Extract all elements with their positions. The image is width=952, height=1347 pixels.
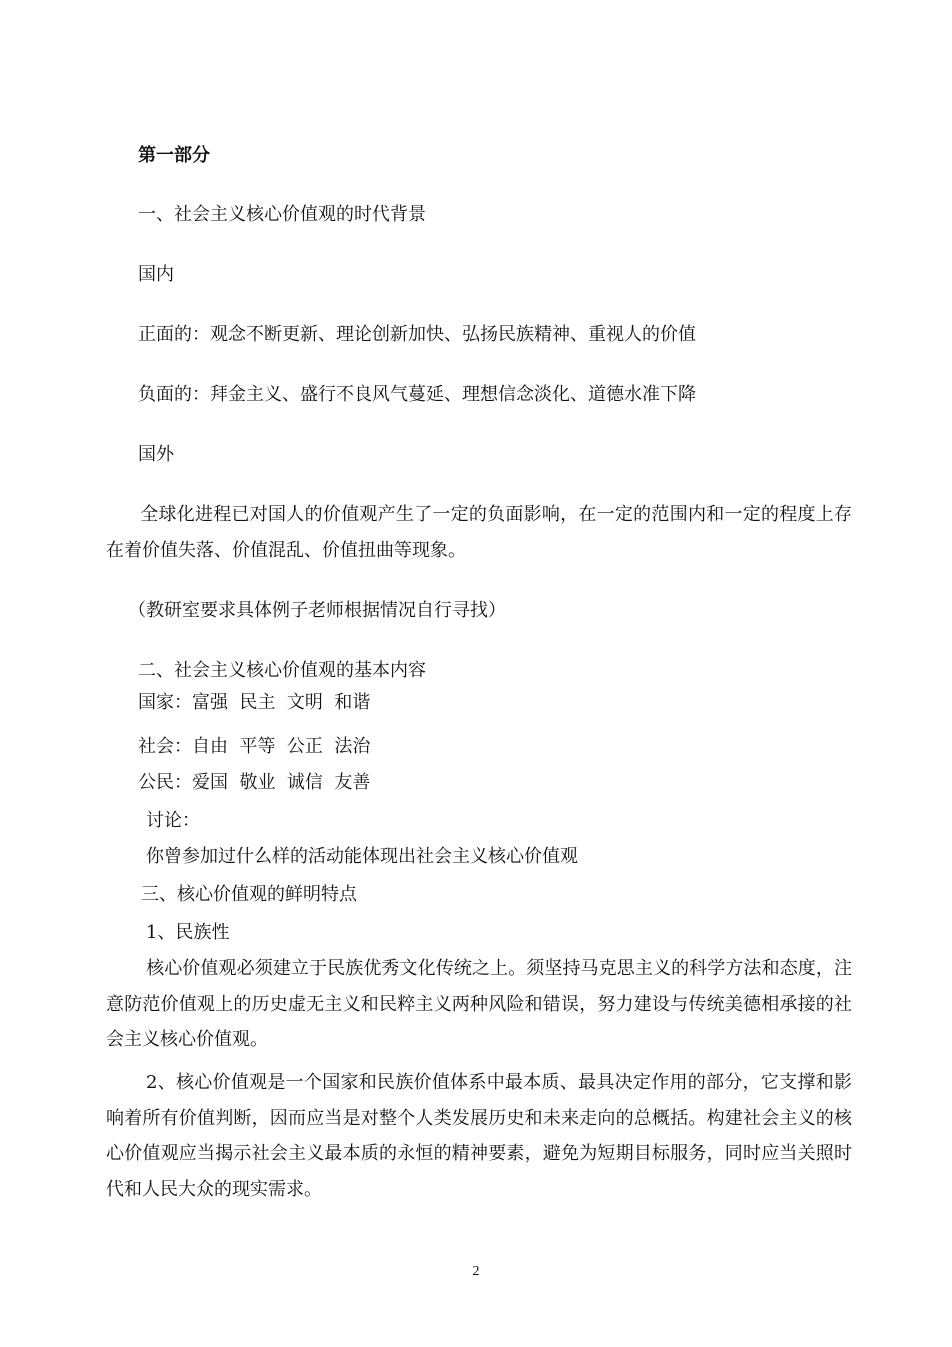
section1-title: 一、社会主义核心价值观的时代背景 [138, 204, 426, 225]
domestic-label: 国内 [138, 264, 174, 285]
foreign-paragraph-text: 全球化进程已对国人的价值观产生了一定的负面影响，在一定的范围内和一定的程度上存在着价值失落、价值混乱、价值扭曲等现象。 [106, 504, 852, 561]
section2-title: 二、社会主义核心价值观的基本内容 [138, 660, 426, 681]
point1-paragraph-text: 核心价值观必须建立于民族优秀文化传统之上。须坚持马克思主义的科学方法和态度，注意防范价值观上的历史虚无主义和民粹主义两种风险和错误，努力建设与传统美德相承接的社会主义核心价值观。 [106, 958, 852, 1050]
discussion-label: 讨论： [146, 810, 200, 831]
positive-aspects: 正面的：观念不断更新、理论创新加快、弘扬民族精神、重视人的价值 [138, 324, 696, 345]
point2-paragraph-text: 2、核心价值观是一个国家和民族价值体系中最本质、最具决定作用的部分，它支撑和影响着所有价值判断，因而应当是对整个人类发展历史和未来走向的总概括。构建社会主义的核心价值观应当揭示社会主义最本质的永恒的精神要素，避免为短期目标服务，同时应当关照时代和人民大众的现实需求。 [106, 1072, 852, 1200]
section-heading: 第一部分 [138, 145, 210, 166]
values-citizen: 公民：爱国 敬业 诚信 友善 [138, 772, 371, 793]
discussion-question: 你曾参加过什么样的活动能体现出社会主义核心价值观 [146, 846, 578, 867]
foreign-paragraph [106, 497, 852, 568]
point1-paragraph [106, 951, 852, 1058]
negative-aspects: 负面的：拜金主义、盛行不良风气蔓延、理想信念淡化、道德水准下降 [138, 384, 696, 405]
section3-title: 三、核心价值观的鲜明特点 [141, 884, 357, 905]
foreign-label: 国外 [138, 444, 174, 465]
research-note: （教研室要求具体例子老师根据情况自行寻找） [128, 600, 506, 621]
values-society: 社会：自由 平等 公正 法治 [138, 736, 371, 757]
point1-title: 1、民族性 [146, 922, 230, 943]
page-number: 2 [472, 1264, 480, 1279]
point2-paragraph [106, 1065, 852, 1207]
values-state: 国家：富强 民主 文明 和谐 [138, 692, 371, 713]
